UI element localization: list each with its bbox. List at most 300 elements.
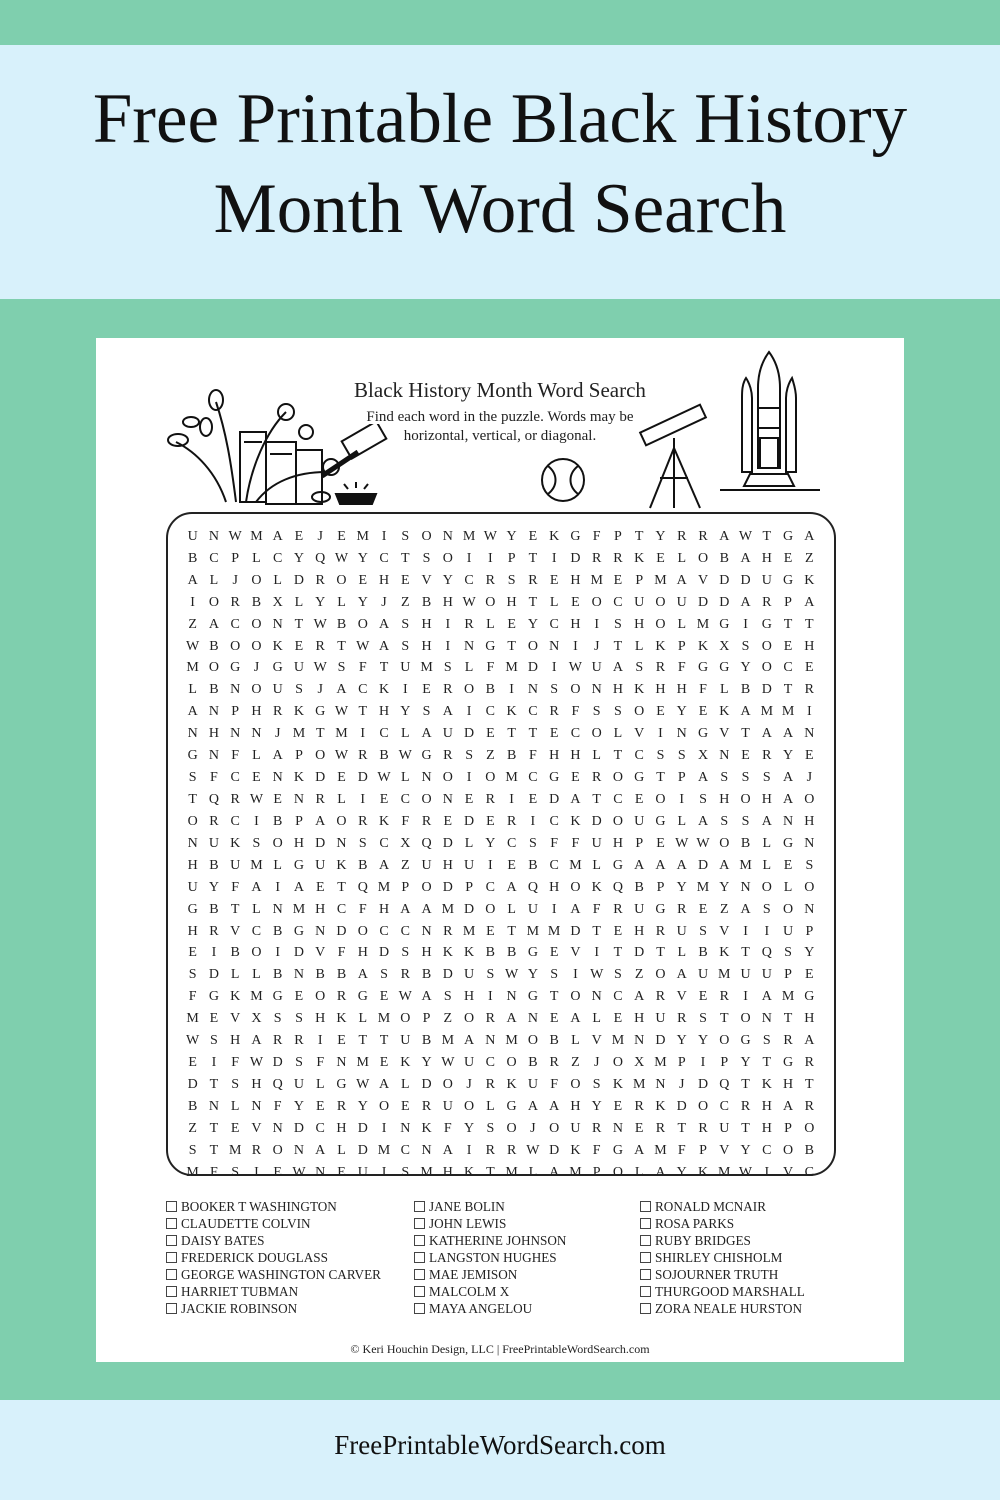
grid-letter: D [421,1077,432,1092]
grid-letter: U [570,1120,581,1136]
grid-letter: D [634,945,645,961]
grid-letter: W [738,1164,753,1180]
grid-letter: B [528,1055,538,1071]
grid-letter: I [254,813,259,829]
grid-letter: K [549,528,560,544]
grid-letter: N [251,1098,262,1114]
word-list-item[interactable] [166,1300,381,1317]
grid-letter: S [443,989,452,1005]
grid-letter: D [570,923,581,939]
grid-letter: T [741,726,750,742]
grid-letter: L [209,572,219,588]
grid-letter: D [293,1120,305,1136]
grid-letter: R [336,989,347,1005]
grid-letter: D [187,1077,198,1092]
grid-letter: N [251,726,262,742]
word-list-item[interactable] [166,1215,381,1232]
grid-letter: A [527,1098,538,1114]
grid-letter: O [251,638,262,654]
grid-letter: H [570,748,581,764]
grid-letter: P [401,879,410,895]
grid-letter: D [464,901,475,917]
grid-letter: O [251,572,262,588]
grid-letter: M [739,857,752,873]
grid-letter: P [784,1120,792,1136]
grid-letter: R [804,682,814,698]
grid-letter: R [315,792,325,808]
grid-letter: F [316,1055,325,1071]
grid-letter: Y [293,1098,305,1114]
grid-letter: A [378,638,390,654]
grid-letter: N [527,1011,538,1027]
grid-letter: Y [527,967,538,983]
grid-letter: X [697,748,709,764]
instructions-line1: Find each word in the puzzle. Words may be [366,409,634,425]
grid-letter: C [549,857,559,873]
grid-letter: L [464,660,474,676]
grid-letter: I [509,682,514,698]
grid-letter: A [612,660,623,676]
grid-letter: S [550,967,559,983]
word-list-item[interactable] [414,1249,566,1266]
grid-letter: R [698,528,708,544]
grid-row [182,1074,820,1096]
grid-letter: Y [400,704,411,720]
grid-letter: R [740,1098,751,1114]
grid-letter: K [506,704,517,720]
grid-letter: C [230,813,240,829]
grid-letter: T [507,726,516,742]
grid-letter: O [421,792,432,808]
grid-letter: T [783,1011,793,1027]
checkbox[interactable] [414,1201,425,1212]
grid-letter: E [571,594,580,610]
grid-letter: N [634,1033,645,1049]
grid-letter: J [232,572,238,588]
grid-letter: A [804,594,815,610]
grid-letter: N [761,1011,772,1027]
grid-letter: X [272,594,283,610]
word-list-item[interactable] [640,1266,805,1283]
checkbox[interactable] [414,1286,425,1297]
checkbox[interactable] [414,1269,425,1280]
grid-letter: A [549,1164,560,1180]
grid-letter: T [379,660,389,676]
word-list-item[interactable] [414,1232,566,1249]
grid-letter: Y [740,660,751,676]
grid-letter: N [421,923,432,939]
grid-letter: K [464,945,475,961]
grid-letter: P [784,967,792,983]
grid-letter: O [655,967,666,983]
grid-letter: A [697,770,709,786]
word-label: JANE BOLIN [429,1198,505,1214]
grid-letter: X [719,638,730,654]
grid-letter: K [634,682,645,698]
grid-letter: I [700,1055,706,1071]
grid-letter: C [613,989,623,1005]
word-label: FREDERICK DOUGLASS [181,1249,328,1265]
grid-letter: N [336,835,347,851]
grid-row [182,658,820,680]
grid-letter: L [252,967,261,983]
grid-letter: L [677,945,687,961]
grid-letter: R [655,989,666,1005]
grid-letter: Q [612,879,623,895]
grid-letter: Y [804,945,815,961]
grid-letter: K [378,813,390,829]
word-label: ZORA NEALE HURSTON [655,1300,803,1316]
grid-letter: N [230,726,241,742]
grid-letter: O [740,792,751,808]
grid-letter: B [379,748,389,764]
word-list-item[interactable] [166,1232,381,1249]
grid-letter: S [231,1077,240,1092]
grid-letter: J [679,1077,685,1092]
grid-letter: S [677,748,686,764]
grid-letter: D [357,1120,368,1136]
grid-letter: T [528,594,538,610]
grid-letter: R [592,550,602,566]
grid-letter: G [612,857,623,873]
grid-letter: U [464,967,475,983]
grid-letter: L [294,594,304,610]
grid-letter: G [506,1098,517,1114]
grid-letter: G [783,1055,794,1071]
grid-letter: Y [676,1164,687,1180]
grid-letter: Y [719,879,730,895]
grid-letter: C [336,901,347,917]
grid-letter: Y [676,704,687,720]
grid-letter: B [273,967,283,983]
grid-letter: O [655,792,666,808]
grid-letter: A [697,813,709,829]
grid-letter: L [549,594,559,610]
grid-letter: O [442,770,453,786]
grid-letter: I [466,770,472,786]
grid-letter: S [741,813,750,829]
word-list-item[interactable] [414,1300,566,1317]
grid-letter: R [400,967,410,983]
grid-letter: T [805,1077,814,1092]
grid-letter: N [527,682,538,698]
grid-letter: F [550,835,559,851]
grid-letter: R [209,813,219,829]
grid-letter: U [464,857,475,873]
checkbox[interactable] [166,1201,177,1212]
grid-letter: I [573,967,578,983]
grid-letter: U [591,660,602,676]
grid-letter: O [761,879,772,895]
grid-letter: T [762,528,772,544]
instructions-line2: horizontal, vertical, or diagonal. [403,428,597,444]
grid-letter: O [336,813,347,829]
grid-letter: G [421,748,432,764]
grid-row [182,899,820,921]
grid-letter: I [211,1055,217,1071]
checkbox[interactable] [166,1252,177,1263]
grid-letter: N [272,770,283,786]
grid-letter: G [293,857,305,873]
grid-letter: L [613,726,623,742]
grid-letter: I [381,1164,387,1180]
grid-letter: H [421,638,432,654]
grid-letter: W [590,967,604,983]
grid-letter: T [656,945,665,961]
grid-letter: R [485,1142,496,1158]
word-list-column-3 [640,1198,805,1317]
grid-letter: G [208,989,219,1005]
grid-letter: J [466,1077,472,1092]
grid-letter: S [273,1011,282,1027]
grid-letter: H [187,857,198,873]
checkbox[interactable] [166,1269,177,1280]
grid-letter: N [591,989,602,1005]
grid-letter: L [252,550,261,566]
grid-letter: N [549,638,560,654]
grid-letter: N [804,835,815,851]
word-label: KATHERINE JOHNSON [429,1232,567,1248]
grid-letter: U [719,1120,730,1136]
grid-letter: C [485,1055,496,1071]
grid-letter: B [358,857,368,873]
grid-letter: N [612,1120,623,1136]
grid-letter: A [740,704,751,720]
grid-letter: T [592,923,601,939]
grid-letter: M [781,989,795,1005]
grid-letter: U [761,572,772,588]
grid-letter: T [507,638,516,654]
grid-letter: G [783,528,794,544]
grid-letter: E [337,1033,346,1049]
grid-letter: M [696,879,710,895]
grid-letter: U [442,1098,453,1114]
word-list-item[interactable] [166,1249,381,1266]
grid-letter: S [443,660,452,676]
grid-letter: A [506,1011,517,1027]
grid-letter: X [251,1011,262,1027]
grid-letter: I [764,923,770,939]
checkbox[interactable] [640,1303,651,1314]
checkbox[interactable] [640,1269,651,1280]
grid-letter: S [188,1142,197,1158]
word-list-item[interactable] [640,1232,805,1249]
checkbox[interactable] [640,1235,651,1246]
word-list-item[interactable] [414,1283,566,1300]
checkbox[interactable] [166,1303,177,1314]
grid-letter: B [719,550,729,566]
word-list-item[interactable] [640,1249,805,1266]
grid-letter: S [699,792,707,808]
grid-letter: M [462,923,476,939]
grid-letter: E [294,989,304,1005]
grid-letter: E [486,726,495,742]
grid-letter: Z [401,594,410,610]
grid-letter: G [697,726,709,742]
grid-row [182,614,820,636]
grid-letter: A [804,1033,815,1049]
grid-letter: C [464,572,474,588]
grid-letter: T [783,616,793,632]
grid-letter: U [527,1077,538,1092]
grid-letter: U [591,835,602,851]
grid-letter: D [761,682,772,698]
grid-letter: A [272,748,283,764]
checkbox[interactable] [414,1218,425,1229]
grid-letter: M [505,770,518,786]
grid-letter: A [783,726,794,742]
checkbox[interactable] [166,1218,177,1229]
checkbox[interactable] [166,1235,177,1246]
grid-letter: D [697,1077,709,1092]
grid-letter: T [486,1164,495,1180]
grid-letter: O [697,1098,709,1114]
grid-row [182,1140,820,1162]
grid-letter: X [400,835,411,851]
checkbox[interactable] [166,1286,177,1297]
grid-letter: K [761,1077,772,1092]
checkbox[interactable] [414,1235,425,1246]
grid-letter: Y [676,1033,687,1049]
grid-letter: L [358,1011,368,1027]
grid-letter: H [804,1011,815,1027]
grid-letter: P [592,1164,601,1180]
grid-letter: T [613,945,623,961]
grid-letter: O [251,616,262,632]
grid-letter: B [251,594,262,610]
grid-letter: Z [571,1055,580,1071]
word-list-item[interactable] [414,1266,566,1283]
grid-letter: A [634,1142,645,1158]
grid-letter: R [655,1120,666,1136]
checkbox[interactable] [640,1252,651,1263]
grid-letter: M [569,1164,582,1180]
checkbox[interactable] [414,1252,425,1263]
grid-letter: C [230,770,240,786]
grid-letter: H [315,901,326,917]
grid-letter: D [697,594,709,610]
grid-letter: J [253,660,260,676]
grid-letter: K [230,835,241,851]
word-list-item[interactable] [414,1215,566,1232]
grid-letter: B [315,967,325,983]
grid-letter: E [613,1098,623,1114]
grid-letter: H [293,835,305,851]
grid-letter: H [315,1011,326,1027]
grid-letter: O [336,572,347,588]
word-label: GEORGE WASHINGTON CARVER [181,1266,381,1282]
checkbox[interactable] [640,1218,651,1229]
word-list-item[interactable] [640,1300,805,1317]
word-list-item[interactable] [166,1266,381,1283]
grid-letter: C [549,616,559,632]
grid-letter: R [294,1033,304,1049]
grid-letter: U [634,594,645,610]
grid-letter: S [252,835,261,851]
grid-letter: E [315,879,325,895]
grid-letter: E [401,572,410,588]
grid-letter: Y [655,528,666,544]
grid-letter: W [377,770,391,786]
grid-letter: H [634,616,645,632]
grid-letter: E [634,792,644,808]
grid-letter: A [400,901,411,917]
grid-letter: D [549,792,560,808]
grid-letter: K [804,572,815,588]
grid-letter: T [719,1011,729,1027]
checkbox[interactable] [414,1303,425,1314]
grid-letter: P [699,1142,707,1158]
grid-letter: C [379,835,389,851]
word-list-item[interactable] [640,1283,805,1300]
grid-letter: I [509,792,514,808]
checkbox[interactable] [640,1286,651,1297]
grid-letter: O [187,813,198,829]
grid-letter: O [208,594,219,610]
grid-letter: A [187,704,198,720]
checkbox[interactable] [640,1201,651,1212]
grid-letter: G [527,945,538,961]
grid-letter: O [740,1011,751,1027]
grid-letter: I [573,638,578,654]
grid-letter: Z [401,857,410,873]
grid-letter: R [804,1055,814,1071]
grid-letter: G [804,989,815,1005]
grid-letter: L [230,967,240,983]
grid-letter: E [379,989,389,1005]
grid-letter: W [462,594,476,610]
grid-letter: H [442,1164,453,1180]
word-list-item[interactable] [166,1198,381,1215]
grid-letter: P [677,638,686,654]
grid-letter: H [719,792,730,808]
grid-letter: S [210,1033,218,1049]
grid-letter: H [421,616,432,632]
grid-letter: R [506,813,517,829]
grid-letter: L [315,1077,325,1092]
word-label: JACKIE ROBINSON [181,1300,298,1316]
grid-letter: E [741,748,750,764]
grid-letter: F [231,748,240,764]
grid-letter: U [208,835,219,851]
grid-letter: W [334,748,349,764]
grid-letter: I [530,813,536,829]
word-list-item[interactable] [640,1215,805,1232]
grid-letter: O [612,1164,623,1180]
grid-letter: E [358,572,368,588]
grid-letter: O [697,550,709,566]
word-list-item[interactable] [166,1283,381,1300]
word-list-item[interactable] [414,1198,566,1215]
grid-letter: C [251,923,262,939]
grid-letter: S [699,1011,707,1027]
grid-letter: C [379,726,389,742]
grid-letter: G [527,989,538,1005]
grid-letter: A [655,1164,666,1180]
grid-letter: H [251,1077,262,1092]
word-list-item[interactable] [640,1198,805,1215]
grid-letter: H [570,1098,581,1114]
grid-letter: O [421,879,432,895]
grid-letter: I [488,857,493,873]
grid-letter: E [507,857,516,873]
grid-letter: Y [442,572,453,588]
grid-letter: T [783,682,793,698]
grid-letter: O [655,594,666,610]
grid-letter: P [677,770,686,786]
grid-letter: L [252,748,261,764]
grid-letter: E [528,528,538,544]
